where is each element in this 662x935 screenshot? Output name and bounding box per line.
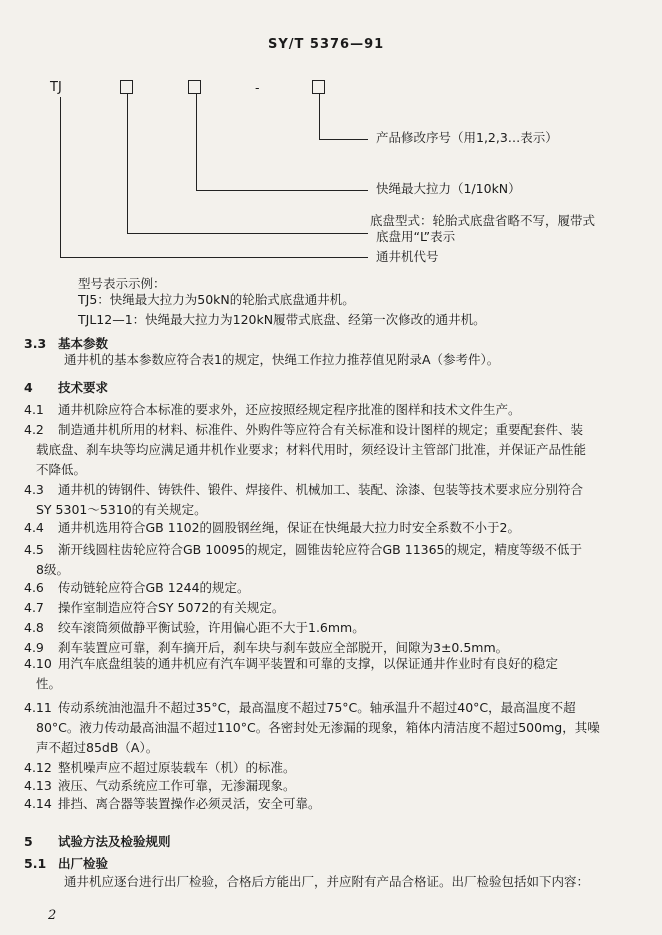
- requirement-first-line: [24, 620, 365, 636]
- requirement-text: 通井机除应符合本标准的要求外，还应按照经规定程序批准的图样和技术文件生产。: [58, 402, 521, 417]
- requirement-text: 刹车装置应可靠，刹车摘开后，刹车块与刹车鼓应全部脱开，间隙为3±0.5mm。: [58, 640, 509, 655]
- requirement-number: 4.7: [24, 600, 44, 615]
- requirement-number: 4.8: [24, 620, 44, 635]
- example-line: TJL12—1：快绳最大拉力为120kN履带式底盘、经第一次修改的通井机。: [78, 312, 486, 327]
- page-number: 2: [48, 908, 57, 923]
- requirement-continuation: 80°C。液力传动最高油温不超过110°C。各密封处无渗漏的现象，箱体内清洁度不超过500mg，其噪: [36, 720, 600, 735]
- section-number: 4: [24, 380, 33, 395]
- requirement-number: 4.4: [24, 520, 44, 535]
- requirement-text: 用汽车底盘组装的通井机应有汽车调平装置和可靠的支撑，以保证通井作业时有良好的稳定: [58, 656, 559, 671]
- requirement-first-line: [24, 700, 576, 716]
- revision-connector: [319, 94, 320, 139]
- revision-box: [312, 80, 325, 94]
- requirement-number: 4.2: [24, 422, 44, 437]
- requirement-number: 4.1: [24, 402, 44, 417]
- label-max-pull: 快绳最大拉力（1/10kN）: [376, 181, 521, 196]
- revision-leader: [319, 139, 368, 140]
- requirement-first-line: [24, 778, 296, 794]
- chassis-leader: [127, 233, 368, 234]
- model-dash: -: [255, 80, 260, 95]
- section-3-3-heading: [24, 336, 108, 352]
- requirement-continuation: 声不超过85dB（A）。: [36, 740, 159, 755]
- requirement-first-line: [24, 542, 582, 558]
- requirement-number: 4.6: [24, 580, 44, 595]
- requirement-continuation: 8级。: [36, 562, 69, 577]
- section-5-1-text: 通井机应逐台进行出厂检验，合格后方能出厂，并应附有产品合格证。出厂检验包括如下内容：: [64, 874, 590, 889]
- requirement-text: 通井机选用符合GB 1102的圆股钢丝绳，保证在快绳最大拉力时安全系数不小于2。: [58, 520, 521, 535]
- requirement-first-line: [24, 656, 558, 672]
- max-pull-connector: [196, 94, 197, 190]
- label-chassis-1: 底盘型式：轮胎式底盘省略不写，履带式: [370, 213, 596, 228]
- max-pull-box: [188, 80, 201, 94]
- requirement-number: 4.10: [24, 656, 52, 671]
- example-line: TJ5：快绳最大拉力为50kN的轮胎式底盘通井机。: [78, 292, 355, 307]
- label-revision: 产品修改序号（用1,2,3…表示）: [376, 130, 558, 145]
- requirement-number: 4.3: [24, 482, 44, 497]
- chassis-type-box: [120, 80, 133, 94]
- requirement-first-line: [24, 422, 583, 438]
- section-title: 出厂检验: [58, 856, 109, 871]
- requirement-number: 4.14: [24, 796, 52, 811]
- section-number: 3.3: [24, 336, 47, 351]
- requirement-text: 传动链轮应符合GB 1244的规定。: [58, 580, 250, 595]
- requirement-first-line: [24, 760, 296, 776]
- requirement-text: 渐开线圆柱齿轮应符合GB 10095的规定，圆锥齿轮应符合GB 11365的规定，精度等级不低于: [58, 542, 583, 557]
- requirement-text: 液压、气动系统应工作可靠，无渗漏现象。: [58, 778, 296, 793]
- section-4-heading: [24, 380, 108, 396]
- requirement-text: 通井机的铸钢件、铸铁件、锻件、焊接件、机械加工、装配、涂漆、包装等技术要求应分别符合: [58, 482, 584, 497]
- requirement-text: 制造通井机所用的材料、标准件、外购件等应符合有关标准和设计图样的规定；重要配套件、装: [58, 422, 584, 437]
- section-title: 技术要求: [58, 380, 109, 395]
- requirement-text: 排挡、离合器等装置操作必须灵活，安全可靠。: [58, 796, 321, 811]
- standard-number: SY/T 5376—91: [268, 37, 385, 52]
- requirement-text: 操作室制造应符合SY 5072的有关规定。: [58, 600, 285, 615]
- requirement-continuation: SY 5301～5310的有关规定。: [36, 502, 207, 517]
- requirement-continuation: 不降低。: [36, 462, 87, 477]
- section-number: 5: [24, 834, 33, 849]
- requirement-number: 4.13: [24, 778, 52, 793]
- section-title: 试验方法及检验规则: [58, 834, 171, 849]
- requirement-number: 4.11: [24, 700, 52, 715]
- requirement-first-line: [24, 796, 321, 812]
- requirement-number: 4.9: [24, 640, 44, 655]
- requirement-text: 绞车滚筒须做静平衡试验，许用偏心距不大于1.6mm。: [58, 620, 365, 635]
- max-pull-leader: [196, 190, 368, 191]
- label-code: 通井机代号: [376, 249, 439, 264]
- requirement-continuation: 载底盘、刹车块等均应满足通井机作业要求；材料代用时，须经设计主管部门批准，并保证产品性能: [36, 442, 587, 457]
- examples-title: 型号表示示例：: [78, 276, 166, 291]
- requirement-continuation: 性。: [36, 676, 62, 691]
- model-prefix: TJ: [50, 80, 62, 95]
- requirement-first-line: [24, 580, 250, 596]
- section-5-1-heading: [24, 856, 108, 872]
- chassis-connector: [127, 94, 128, 233]
- label-chassis-2: 底盘用“L”表示: [376, 229, 456, 244]
- requirement-first-line: [24, 482, 583, 498]
- requirement-first-line: [24, 520, 520, 536]
- code-connector: [60, 97, 61, 257]
- code-leader: [60, 257, 368, 258]
- requirement-first-line: [24, 600, 284, 616]
- section-3-3-text: 通井机的基本参数应符合表1的规定，快绳工作拉力推荐值见附录A（参考件）。: [64, 352, 500, 367]
- requirement-number: 4.12: [24, 760, 52, 775]
- requirement-first-line: [24, 640, 508, 656]
- requirement-first-line: [24, 402, 521, 418]
- requirement-number: 4.5: [24, 542, 44, 557]
- requirement-text: 整机噪声应不超过原装载车（机）的标准。: [58, 760, 296, 775]
- section-number: 5.1: [24, 856, 47, 871]
- requirement-text: 传动系统油池温升不超过35°C，最高温度不超过75°C。轴承温升不超过40°C，最高温度不超: [58, 700, 576, 715]
- section-5-heading: [24, 834, 171, 850]
- section-title: 基本参数: [58, 336, 109, 351]
